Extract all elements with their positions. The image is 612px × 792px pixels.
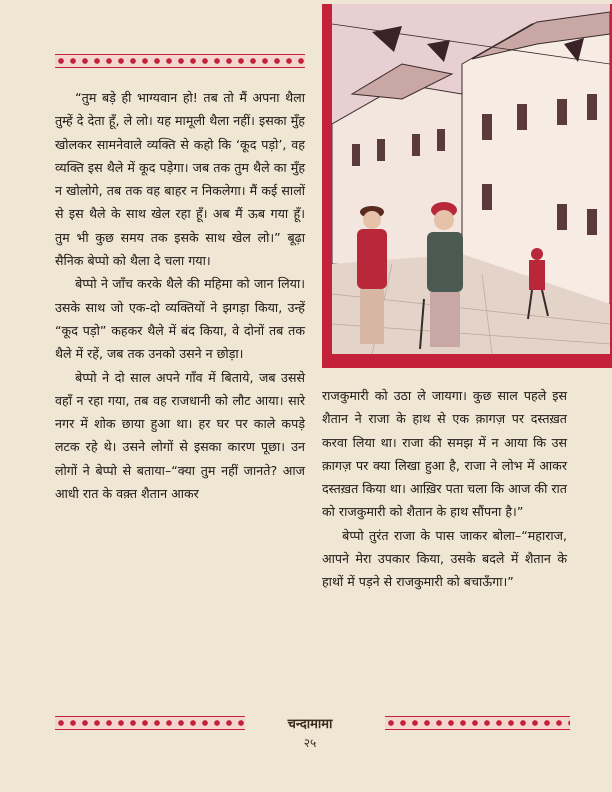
page-number: २५ (303, 736, 317, 750)
paragraph-4: राजकुमारी को उठा ले जायगा। कुछ साल पहले इस शैतान ने राजा के हाथ से एक क़ागज़ पर दस्तख़त करवा लिया था। राजा की समझ में न आया कि उस क़ागज़ पर क्या लिखा हुआ है, राजा ने लोभ में आकर दस्तख़त किया था। आख़िर पता चला कि आज की रात को राजकुमारी को शैतान के हाथ सौंपना है।” (322, 388, 567, 520)
story-illustration (322, 4, 612, 368)
footer-ornament-left (55, 716, 245, 730)
right-column (322, 384, 567, 594)
header-ornament (55, 54, 305, 68)
left-column (55, 86, 305, 505)
magazine-title: चन्दामामा (287, 717, 333, 732)
paragraph-2: बेप्पो ने जाँच करके थैले की महिमा को जान लिया। उसके साथ जो एक-दो व्यक्तियों ने झगड़ा किया, उन्हें “कूद पड़ो” कहकर थैले में बंद किया, वे दोनों तब तक थैले में रहें, जब तक उनको उसने न छोड़ा। (55, 276, 305, 362)
paragraph-5: बेप्पो तुरंत राजा के पास जाकर बोला–“महाराज, आपने मेरा उपकार किया, उसके बदले में शैतान के हाथों में पड़ने से राजकुमारी को बचाऊँगा।” (322, 527, 567, 590)
street-scene-image (332, 4, 610, 354)
paragraph-1: “तुम बड़े ही भाग्यवान हो! तब तो मैं अपना थैला तुम्हें दे देता हूँ, ले लो। यह मामूली थैला नहीं। इसका मुँह खोलकर सामनेवाले व्यक्ति से कहो कि ‘कूद पड़ो’, वह व्यक्ति इस थैले में कूद पड़ेगा। जब तक तुम थैले का मुँह न खोलोगे, तब तक वह बाहर न निकलेगा। मैं कई सालों से इस थैले के साथ खेल रहा हूँ। अब मैं ऊब गया हूँ। तुम भी कुछ समय तक इसके साथ खेल लो।” बूढ़ा सैनिक बेप्पो को थैला दे चला गया। (55, 90, 305, 269)
paragraph-3: बेप्पो ने दो साल अपने गाँव में बिताये, जब उससे वहाँ न रहा गया, तब वह राजधानी को लौट आया। सारे नगर में शोक छाया हुआ था। हर घर पर काले कपड़े लटक रहे थे। उसने लोगों से इसका कारण पूछा। उन लोगों ने बेप्पो से बताया–“क्या तुम नहीं जानते? आज आधी रात के वक़्त शैतान आकर (55, 369, 305, 502)
footer-ornament-right (385, 716, 570, 730)
